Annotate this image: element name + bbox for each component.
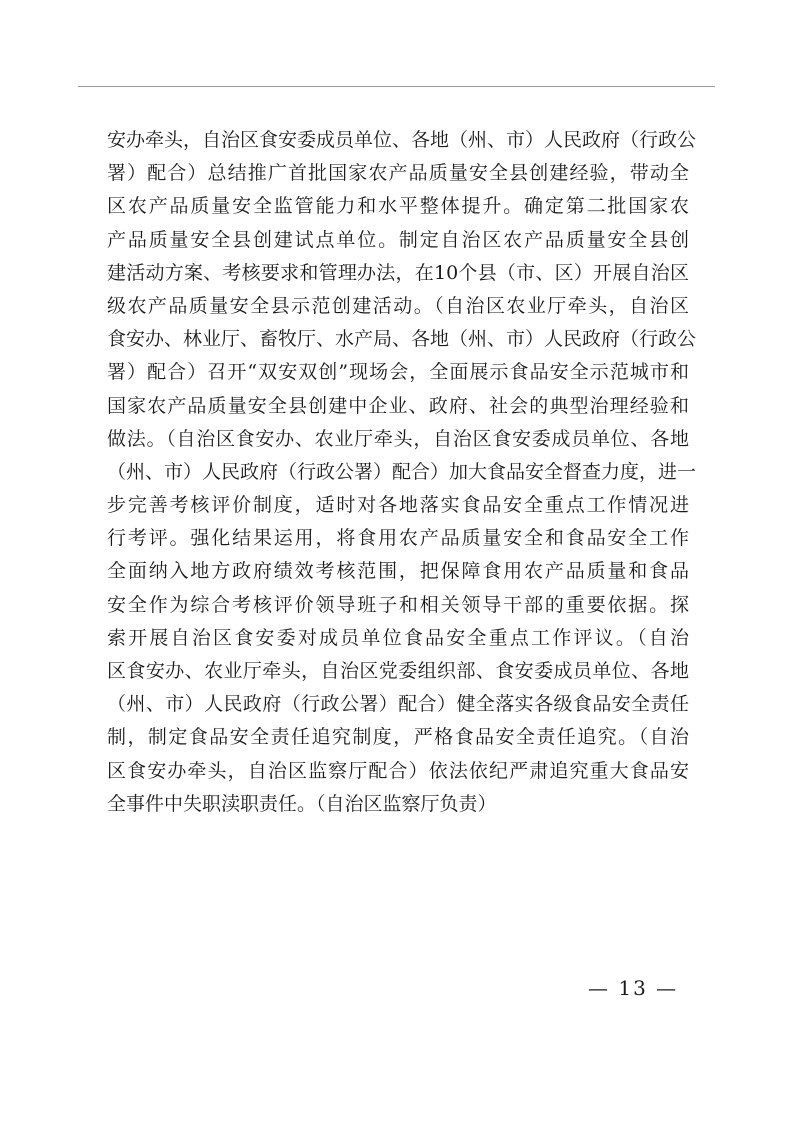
body-paragraph (107, 124, 697, 821)
text-line: 安办牵头，自治区食安委成员单位、各地（州、市）人民政府（行政公 (107, 129, 697, 151)
text-line: 制，制定食品安全责任追究制度，严格食品安全责任追究。（自治 (107, 726, 689, 749)
text-line: 做法。（自治区食安办、农业厅牵头，自治区食安委成员单位、各地 (107, 427, 689, 450)
text-line: （州、市）人民政府（行政公署）配合）健全落实各级食品安全责任 (107, 693, 689, 716)
text-line: 索开展自治区食安委对成员单位食品安全重点工作评议。（自治 (107, 626, 689, 649)
text-line: 全面纳入地方政府绩效考核范围，把保障食用农产品质量和食品 (107, 560, 689, 583)
text-line: 全事件中失职渎职责任。（自治区监察厅负责） (107, 792, 497, 815)
page-number: — 13 — (588, 976, 679, 1000)
text-line: 署）配合）总结推广首批国家农产品质量安全县创建经验，带动全 (107, 162, 689, 185)
text-line: 安全作为综合考核评价领导班子和相关领导干部的重要依据。探 (107, 593, 689, 616)
text-line: 级农产品质量安全县示范创建活动。（自治区农业厅牵头，自治区 (107, 294, 689, 317)
text-line: 区食安办、农业厅牵头，自治区党委组织部、食安委成员单位、各地 (107, 660, 689, 682)
text-line: 区农产品质量安全监管能力和水平整体提升。确定第二批国家农 (107, 195, 689, 218)
text-line: 区食安办牵头，自治区监察厅配合）依法依纪严肃追究重大食品安 (107, 759, 689, 782)
text-line: 建活动方案、考核要求和管理办法，在10个县（市、区）开展自治区 (107, 261, 689, 284)
text-line: 步完善考核评价制度，适时对各地落实食品安全重点工作情况进 (107, 494, 689, 517)
header-rule (78, 86, 715, 87)
text-line: 国家农产品质量安全县创建中企业、政府、社会的典型治理经验和 (107, 394, 689, 417)
text-line: （州、市）人民政府（行政公署）配合）加大食品安全督查力度，进一 (107, 460, 697, 483)
text-line: 行考评。强化结果运用，将食用农产品质量安全和食品安全工作 (107, 527, 689, 550)
text-line: 产品质量安全县创建试点单位。制定自治区农产品质量安全县创 (107, 228, 689, 251)
text-line: 食安办、林业厅、畜牧厅、水产局、各地（州、市）人民政府（行政公 (107, 328, 697, 351)
text-line: 署）配合）召开“双安双创”现场会，全面展示食品安全示范城市和 (107, 361, 689, 384)
